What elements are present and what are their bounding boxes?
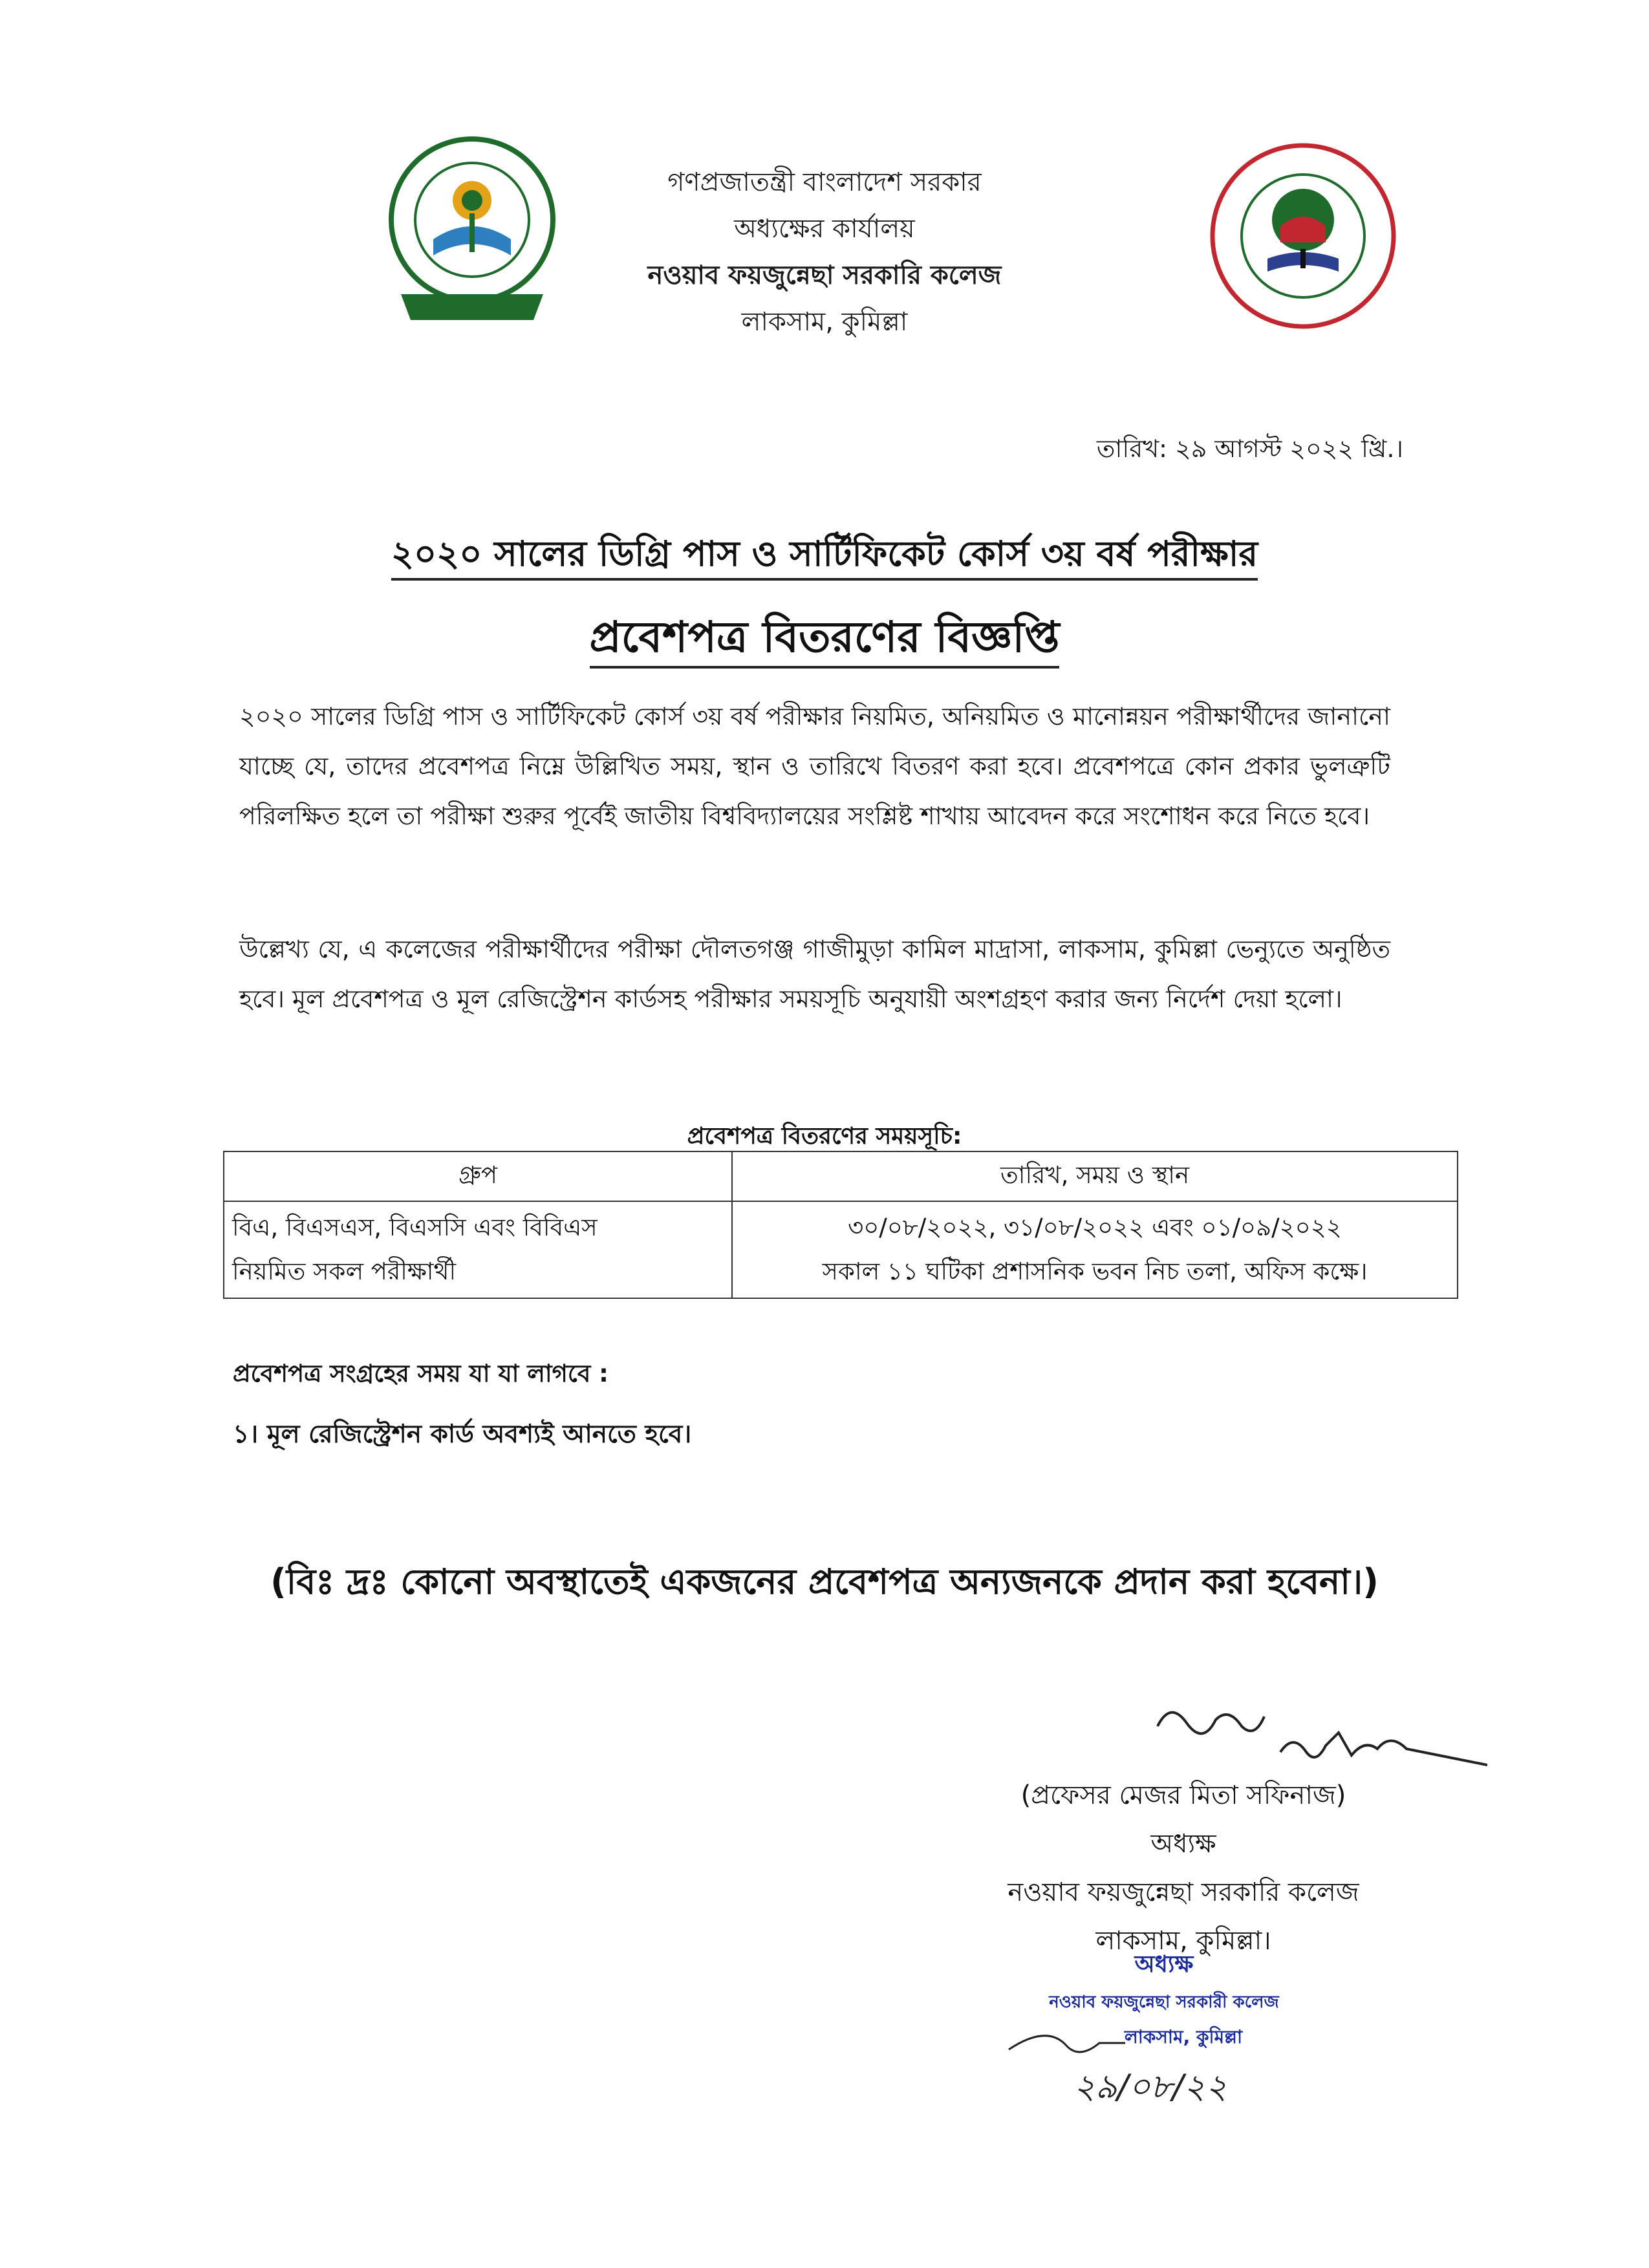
schedule-time-place: সকাল ১১ ঘটিকা প্রশাসনিক ভবন নিচ তলা, অফিস কক্ষে।: [822, 1257, 1368, 1285]
header-college-name: নওয়াব ফয়জুন্নেছা সরকারি কলেজ: [647, 261, 1002, 290]
handwritten-signature: [1151, 1694, 1487, 1778]
notice-subtitle-text: প্রবেশপত্র বিতরণের বিজ্ঞপ্তি: [590, 612, 1060, 669]
svg-text:নওয়াব ফয়জুন্নেছা সরকারী কলেজ: নওয়াব ফয়জুন্নেছা সরকারী কলেজ: [1049, 1993, 1279, 2012]
paragraph-exam-venue: উল্লেখ্য যে, এ কলেজের পরীক্ষার্থীদের পরীক্ষা দৌলতগঞ্জ গাজীমুড়া কামিল মাদ্রাসা, লাকসাম, কুমিল্লা ভেন্যুতে অনুষ্ঠিত হবে। মূল প্রবেশপত্র ও মূল রেজিস্ট্রেশন কার্ডসহ পরীক্ষার সময়সূচি অনুযায়ী অংশগ্রহণ করার জন্য নির্দেশ দেয়া হলো।: [239, 935, 1390, 1013]
notice-date: তারিখ: ২৯ আগস্ট ২০২২ খ্রি.।: [1096, 434, 1403, 463]
paragraph-admit-card-distribution: ২০২০ সালের ডিগ্রি পাস ও সার্টিফিকেট কোর্স ৩য় বর্ষ পরীক্ষার নিয়মিত, অনিয়মিত ও মানোন্নয়ন পরীক্ষার্থীদের জানানো যাচ্ছে যে, তাদের প্রবেশপত্র নিম্নে উল্লিখিত সময়, স্থান ও তারিখে বিতরণ করা হবে। প্রবেশপত্রে কোন প্রকার ভুলত্রুটি পরিলক্ষিত হলে তা পরীক্ষা শুরুর পূর্বেই জাতীয় বিশ্ববিদ্যালয়ের সংশ্লিষ্ট শাখায় আবেদন করে সংশোধন করে নিতে হবে।: [239, 702, 1390, 830]
schedule-title: প্রবেশপত্র বিতরণের সময়সূচি:: [687, 1123, 962, 1150]
schedule-header-group: গ্রুপ: [224, 1151, 732, 1201]
signatory-location: লাকসাম, কুমিল্লা।: [1095, 1926, 1271, 1956]
table-row: [224, 1201, 1458, 1298]
schedule-group-cell: [224, 1201, 732, 1298]
signatory-name: (প্রফেসর মেজর মিতা সফিনাজ): [1020, 1781, 1346, 1810]
requirements-title: প্রবেশপত্র সংগ্রহের সময় যা যা লাগবে :: [233, 1360, 609, 1387]
notice-title: [0, 527, 1649, 585]
special-note: (বিঃ দ্রঃ কোনো অবস্থাতেই একজনের প্রবেশপত্র অন্যজনকে প্রদান করা হবেনা।): [270, 1561, 1379, 1602]
svg-text:লাকসাম, কুমিল্লা: লাকসাম, কুমিল্লা: [1124, 2026, 1243, 2048]
official-stamp: [970, 1946, 1358, 2114]
slogan-logo: [1206, 129, 1400, 343]
schedule-details-cell: [732, 1201, 1458, 1298]
svg-text:অধ্যক্ষ: অধ্যক্ষ: [1134, 1951, 1194, 1978]
signatory-college: নওয়াব ফয়জুন্নেছা সরকারি কলেজ: [1008, 1878, 1359, 1907]
notice-subtitle: [0, 604, 1649, 676]
requirements-item: ১। মূল রেজিস্ট্রেশন কার্ড অবশ্যই আনতে হবে।: [233, 1420, 692, 1449]
schedule-header-row: [224, 1151, 1458, 1201]
schedule-group-line2: নিয়মিত সকল পরীক্ষার্থী: [232, 1257, 457, 1285]
signatory-designation: অধ্যক্ষ: [1150, 1829, 1216, 1859]
notice-title-text: ২০২০ সালের ডিগ্রি পাস ও সার্টিফিকেট কোর্স ৩য় বর্ষ পরীক্ষার: [391, 533, 1258, 581]
college-logo: [375, 129, 569, 330]
header-office: অধ্যক্ষের কার্যালয়: [734, 214, 915, 244]
header-location: লাকসাম, কুমিল্লা: [741, 307, 908, 337]
schedule-header-details: তারিখ, সময় ও স্থান: [732, 1151, 1458, 1201]
schedule-dates: ৩০/০৮/২০২২, ৩১/০৮/২০২২ এবং ০১/০৯/২০২২: [848, 1214, 1342, 1241]
svg-text:২৯/০৮/২২: ২৯/০৮/২২: [1073, 2068, 1227, 2106]
header-government: গণপ্রজাতন্ত্রী বাংলাদেশ সরকার: [667, 167, 982, 197]
schedule-group-line1: বিএ, বিএসএস, বিএসসি এবং বিবিএস: [232, 1214, 598, 1241]
schedule-table: [223, 1151, 1458, 1299]
